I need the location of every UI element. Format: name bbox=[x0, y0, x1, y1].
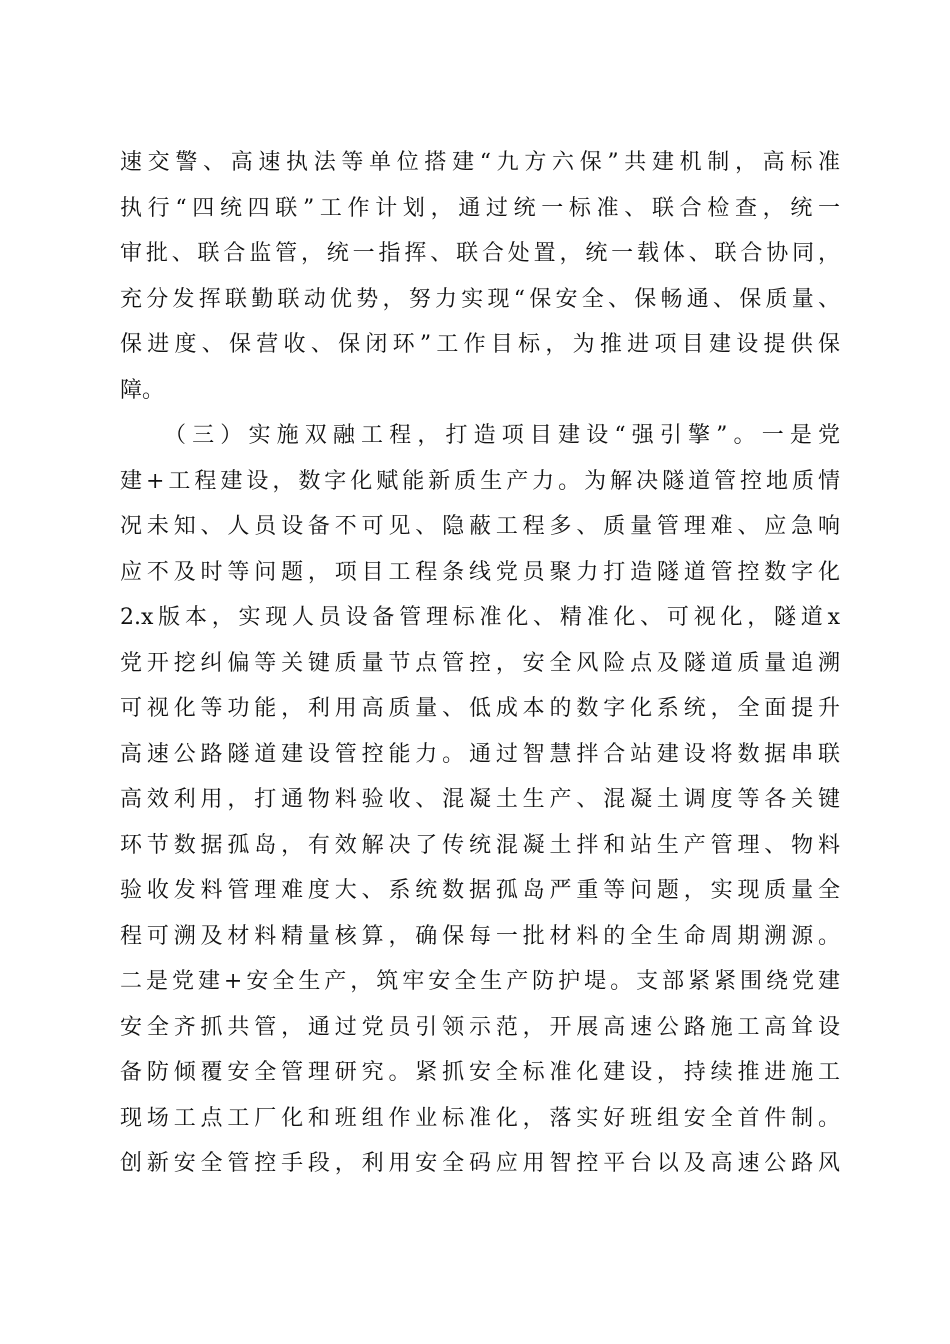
text-line: 障。 bbox=[120, 377, 165, 403]
text-line: 高效利用，打通物料验收、混凝土生产、混凝土调度等各关键 bbox=[120, 787, 840, 812]
text-line: 环节数据孤岛，有效解决了传统混凝土拌和站生产管理、物料 bbox=[120, 832, 840, 858]
text-line: 2.x版本，实现人员设备管理标准化、精准化、可视化，隧道x bbox=[120, 605, 840, 630]
text-line: 验收发料管理难度大、系统数据孤岛严重等问题，实现质量全 bbox=[120, 878, 840, 903]
text-line: 速交警、高速执法等单位搭建“九方六保”共建机制，高标准 bbox=[120, 150, 840, 175]
body-text bbox=[120, 140, 840, 1187]
text-line: 备防倾覆安全管理研究。紧抓安全标准化建设，持续推进施工 bbox=[120, 1060, 840, 1085]
text-line: 应不及时等问题，项目工程条线党员聚力打造隧道管控数字化 bbox=[120, 559, 840, 585]
text-line: 现场工点工厂化和班组作业标准化，落实好班组安全首件制。 bbox=[120, 1105, 840, 1131]
text-line: 二是党建+安全生产，筑牢安全生产防护堤。支部紧紧围绕党建 bbox=[120, 969, 840, 994]
text-line: 执行“四统四联”工作计划，通过统一标准、联合检查，统一 bbox=[120, 195, 840, 221]
text-line: 建+工程建设，数字化赋能新质生产力。为解决隧道管控地质情 bbox=[120, 468, 840, 494]
text-line: 充分发挥联勤联动优势，努力实现“保安全、保畅通、保质量、 bbox=[120, 286, 840, 312]
text-line: 高速公路隧道建设管控能力。通过智慧拌合站建设将数据串联 bbox=[120, 741, 840, 767]
text-line: 保进度、保营收、保闭环”工作目标，为推进项目建设提供保 bbox=[120, 332, 840, 357]
text-line: 况未知、人员设备不可见、隐蔽工程多、质量管理难、应急响 bbox=[120, 514, 840, 539]
text-line: 安全齐抓共管，通过党员引领示范，开展高速公路施工高耸设 bbox=[120, 1014, 840, 1040]
text-line: 党开挖纠偏等关键质量节点管控，安全风险点及隧道质量追溯 bbox=[120, 650, 840, 676]
text-line: 审批、联合监管，统一指挥、联合处置，统一载体、联合协同， bbox=[120, 241, 840, 266]
text-line: 创新安全管控手段，利用安全码应用智控平台以及高速公路风 bbox=[120, 1151, 840, 1176]
section-heading-line: （三）实施双融工程，打造项目建设“强引擎”。一是党 bbox=[164, 423, 840, 448]
text-line: 可视化等功能，利用高质量、低成本的数字化系统，全面提升 bbox=[120, 696, 840, 721]
text-line: 程可溯及材料精量核算，确保每一批材料的全生命周期溯源。 bbox=[120, 923, 840, 949]
